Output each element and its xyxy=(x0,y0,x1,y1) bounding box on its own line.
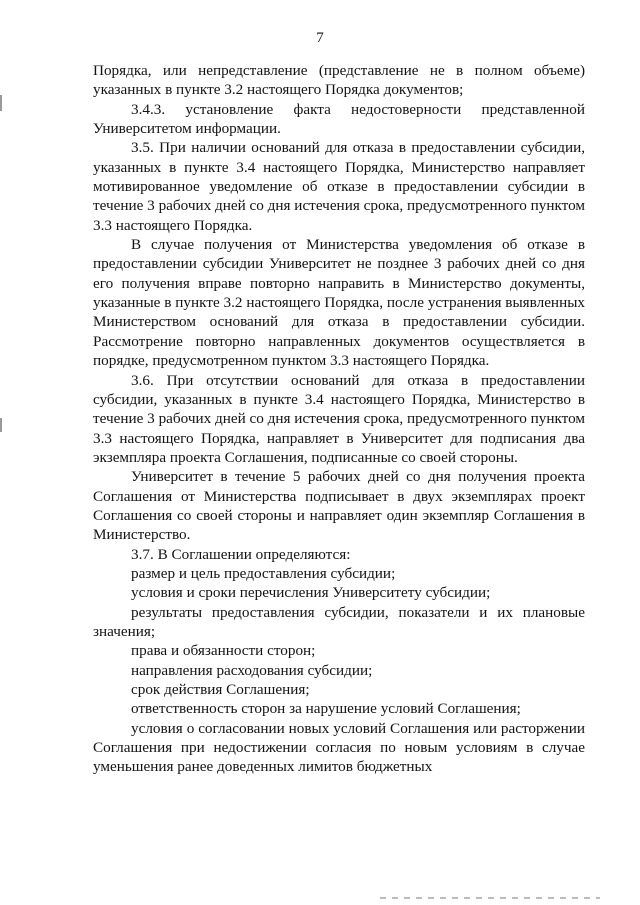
paragraph: ответственность сторон за нарушение условий Соглашения; xyxy=(131,700,521,718)
scan-edge-mark xyxy=(0,418,2,432)
page-number: 7 xyxy=(316,30,324,46)
paragraph: размер и цель предоставления субсидии; xyxy=(131,564,396,582)
paragraph: результаты предоставления субсидии, показатели и их плановые значения; xyxy=(93,603,585,640)
paragraph: Порядка, или непредставление (представление не в полном объеме) указанных в пункте 3.2 настоящего Порядка документов; xyxy=(93,62,585,99)
paragraph: Университет в течение 5 рабочих дней со дня получения проекта Соглашения от Министерства подписывает в двух экземплярах проект Соглашения со своей стороны и направляет один экземпляр Соглашения в Министерство. xyxy=(93,468,585,544)
scan-edge-mark xyxy=(0,95,2,111)
paragraph: направления расходования субсидии; xyxy=(131,661,373,679)
paragraph: условия о согласовании новых условий Соглашения или расторжении Соглашения при недостижении согласия по новым условиям в случае уменьшения ранее доведенных лимитов бюджетных xyxy=(93,719,585,776)
paragraph: 3.7. В Соглашении определяются: xyxy=(131,545,351,563)
paragraph: В случае получения от Министерства уведомления об отказе в предоставлении субсидии Университет не позднее 3 рабочих дней со дня его получения вправе повторно направить в Министерство документы, указанные в пункте 3.2 настоящего Порядка, после устранения выявленных Министерством оснований для отказа в предоставлении субсидии. Рассмотрение повторно направленных документов осуществляется в порядке, предусмотренном пунктом 3.3 настоящего Порядка. xyxy=(93,236,585,370)
paragraph: 3.6. При отсутствии оснований для отказа в предоставлении субсидии, указанных в пункте 3.4 настоящего Порядка, Министерство в течение 3 рабочих дней со дня истечения срока, предусмотренного пунктом 3.3 настоящего Порядка, направляет в Университет для подписания два экземпляра проекта Соглашения, подписанные со своей стороны. xyxy=(93,371,585,466)
paragraph: права и обязанности сторон; xyxy=(131,642,316,660)
paragraph: 3.4.3. установление факта недостоверности представленной Университетом информации. xyxy=(93,100,585,138)
document-body xyxy=(93,61,585,777)
scan-footer-artifact xyxy=(380,897,600,899)
paragraph: срок действия Соглашения; xyxy=(131,681,310,698)
paragraph: условия и сроки перечисления Университету субсидии; xyxy=(131,584,491,602)
paragraph: 3.5. При наличии оснований для отказа в предоставлении субсидии, указанных в пункте 3.4 настоящего Порядка, Министерство направляет мотивированное уведомление об отказе в предоставлении субсидии в течение 3 рабочих дней со дня истечения срока, предусмотренного пунктом 3.3 настоящего Порядка. xyxy=(93,139,585,234)
